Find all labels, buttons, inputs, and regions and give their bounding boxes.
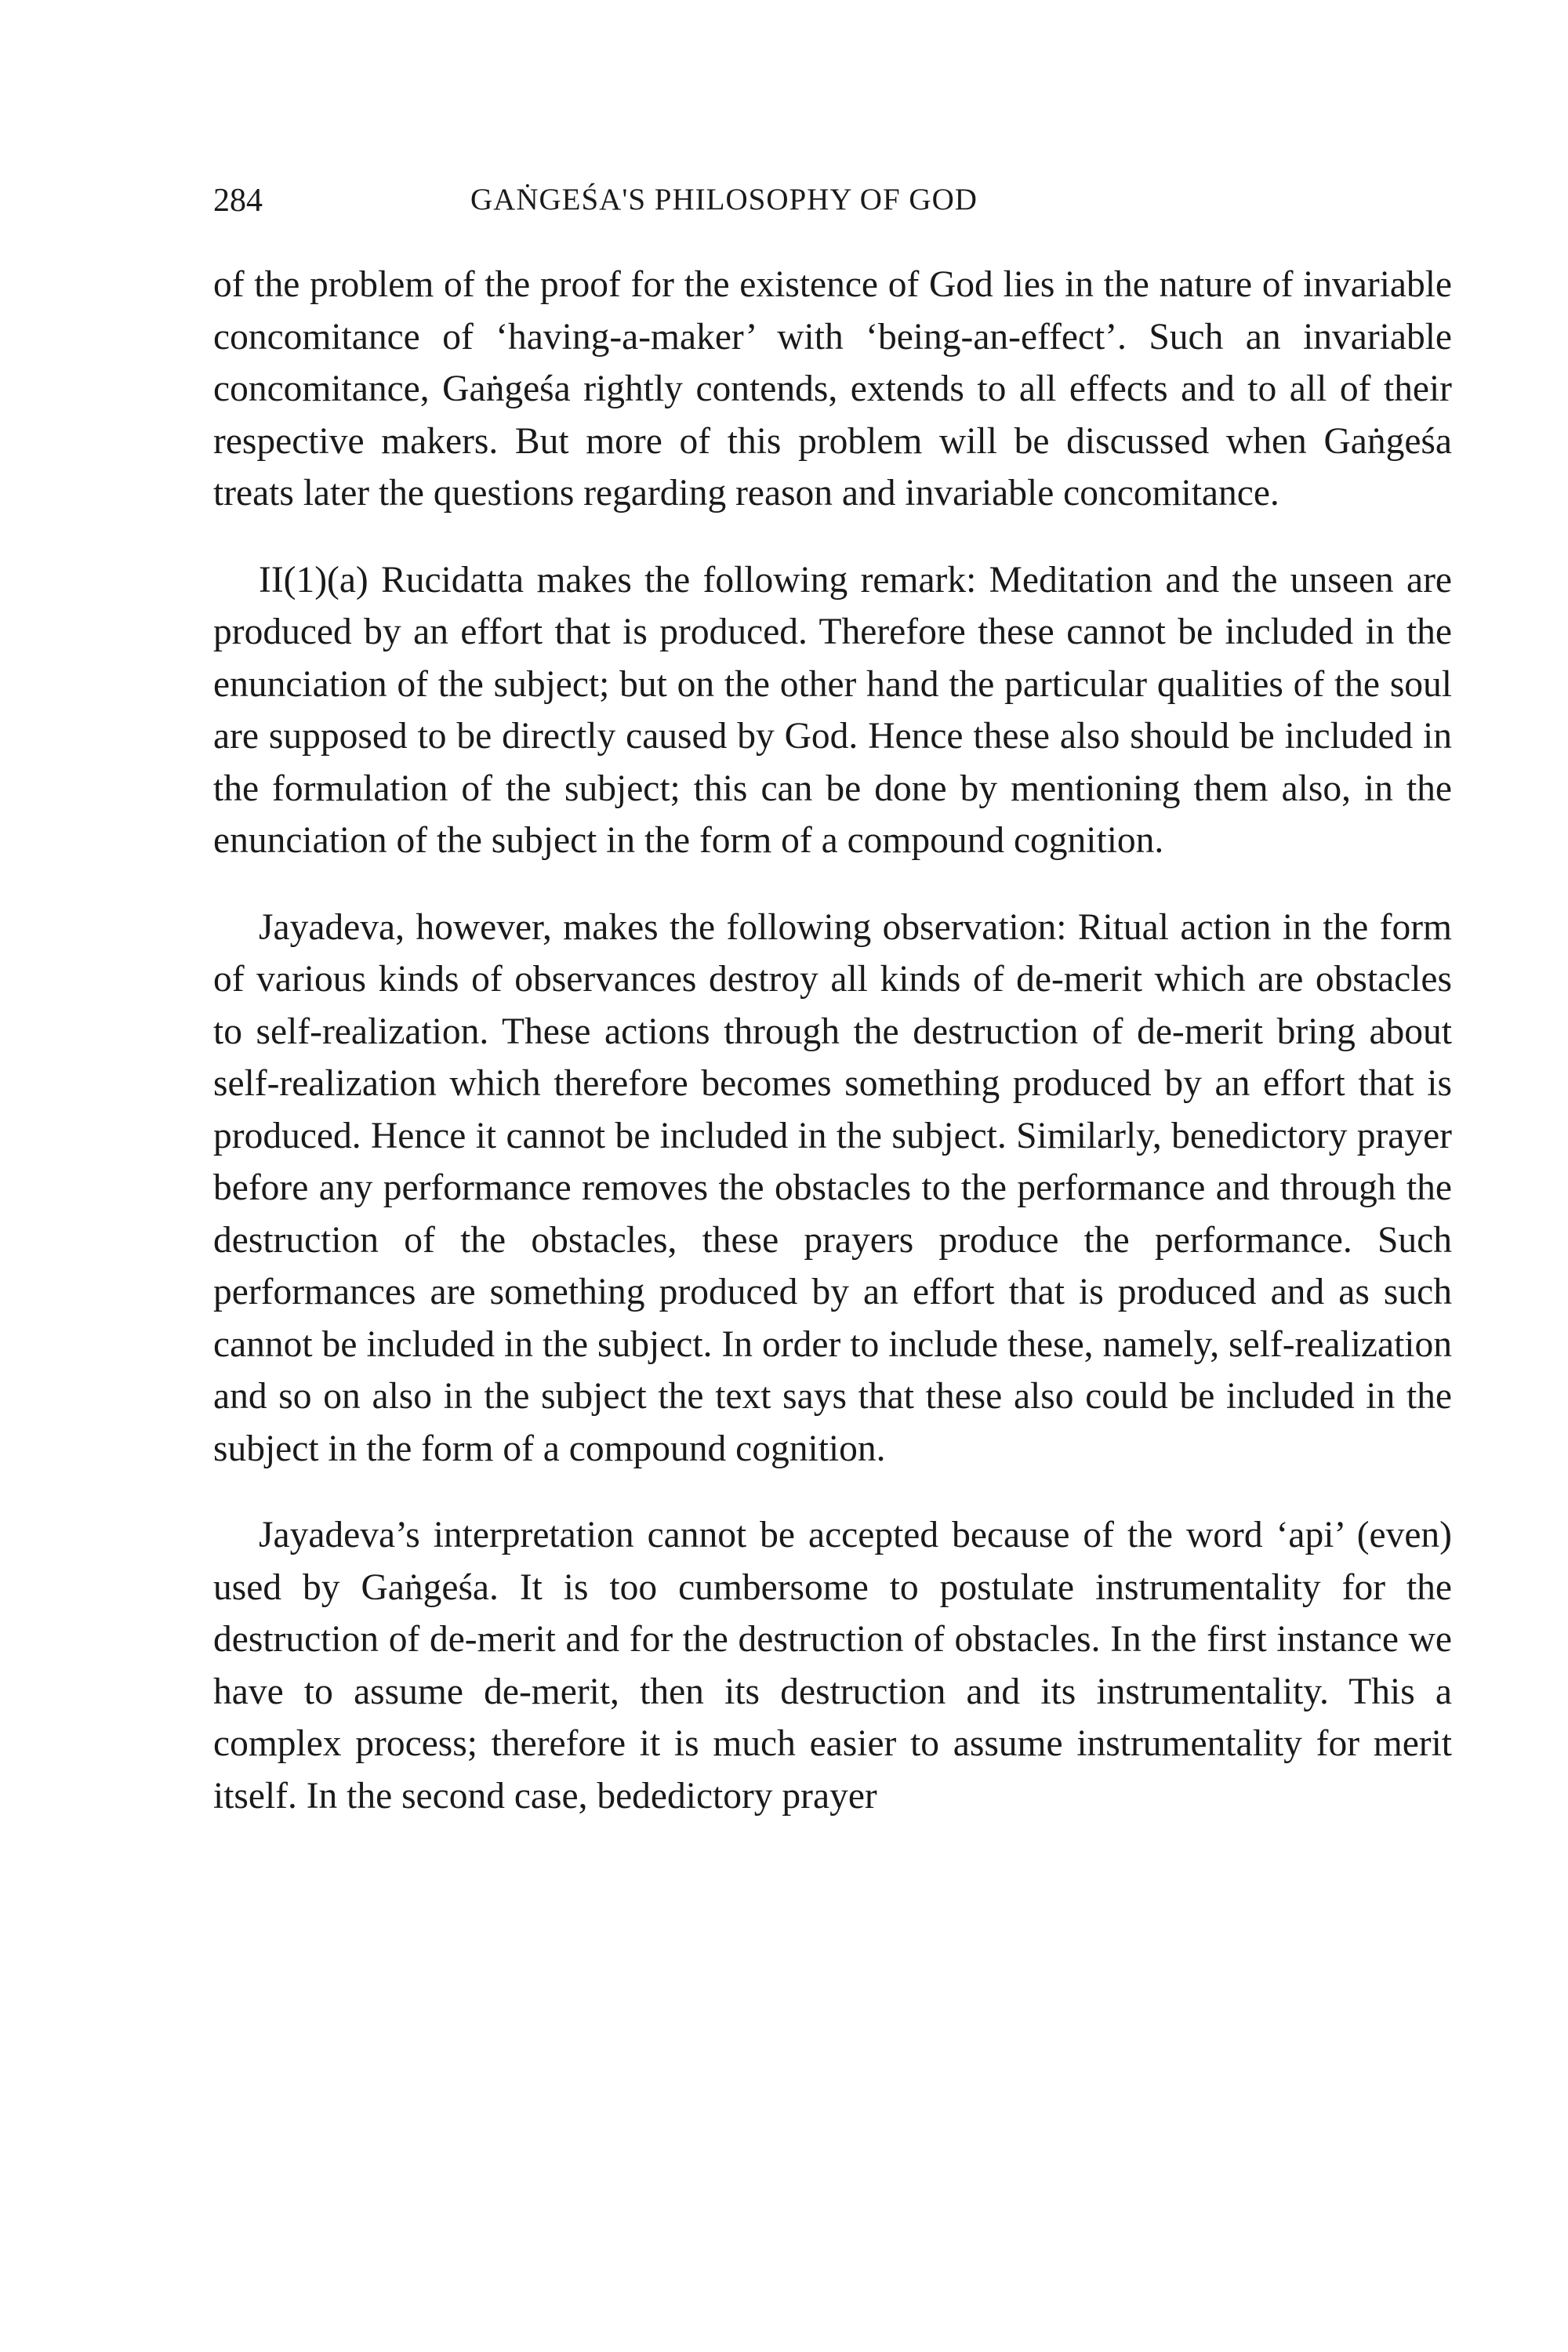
paragraph-continuation: of the problem of the proof for the existence of God lies in the nature of invariable concomitance of ‘having-a-maker’ with ‘being-an-effect’. Such an invariable concomitance, Gaṅgeśa rightly contends, extends to all effects and to all of their respective makers. But more of this problem will be discussed when Gaṅgeśa treats later the questions regarding reason and invariable concomitance. — [213, 264, 1452, 514]
paragraph-jayadeva-critique: Jayadeva’s interpretation cannot be accepted because of the word ‘api’ (even) used by Gaṅgeśa. It is too cumbersome to postulate instrumentality for the destruction of de-merit and for the destruction of obstacles. In the first instance we have to assume de-merit, then its destruction and its instrumentality. This a complex process; therefore it is much easier to assume instrumentality for merit itself. In the second case, bededictory prayer — [213, 1515, 1452, 1817]
paragraph-jayadeva-observation: Jayadeva, however, makes the following observation: Ritual action in the form of various kinds of observances destroy all kinds of de-merit which are obstacles to self-realization. These actions through the destruction of de-merit bring about self-realization which therefore becomes something produced by an effort that is produced. Hence it cannot be included in the subject. Similarly, benedictory prayer before any performance removes the obstacles to the performance and through the destruction of the obstacles, these prayers produce the performance. Such performances are something produced by an effort that is produced and as such cannot be included in the subject. In order to include these, namely, self-realization and so on also in the subject the text says that these also could be included in the subject in the form of a compound cognition. — [213, 906, 1452, 1469]
body-text — [213, 259, 1452, 1822]
page-number: 284 — [213, 183, 263, 219]
paragraph-rucidatta: II(1)(a) Rucidatta makes the following remark: Meditation and the unseen are produced by an effort that is produced. Therefore these cannot be included in the enunciation of the subject; but on the other hand the particular qualities of the soul are supposed to be directly caused by God. Hence these also should be included in the formulation of the subject; this can be done by mentioning them also, in the enunciation of the subject in the form of a compound cognition. — [213, 559, 1452, 861]
running-head — [213, 182, 1452, 229]
running-title: GAṄGEŚA'S PHILOSOPHY OF GOD — [470, 183, 978, 216]
